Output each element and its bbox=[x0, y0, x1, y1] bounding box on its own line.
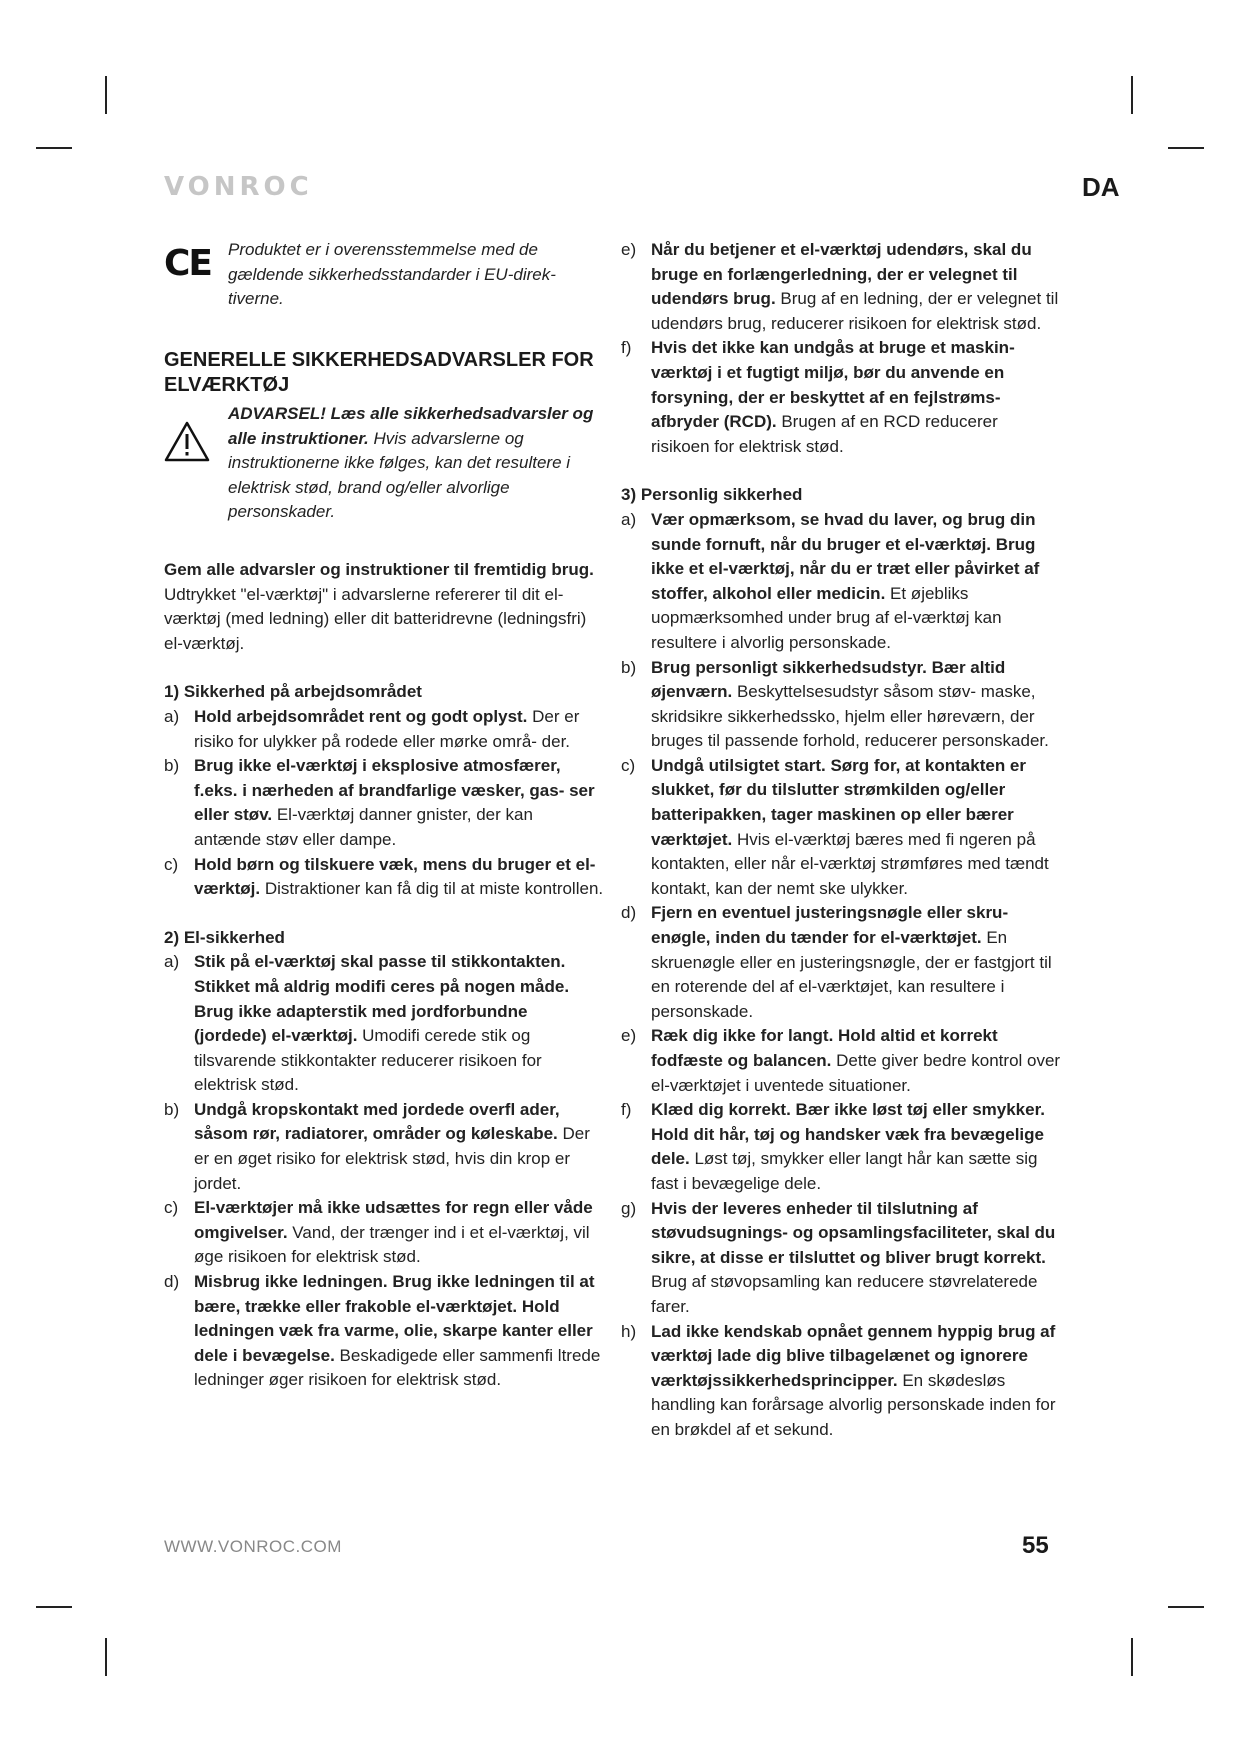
save-instructions-text: Udtrykket "el-værktøj" i advarslerne refererer til dit el-værktøj (med ledning) eller dit batteridrevne (ledningsfri) el-værktøj. bbox=[164, 584, 587, 653]
subsection-title: 2) El-sikkerhed bbox=[164, 927, 285, 947]
list-item: d) Fjern en eventuel justeringsnøgle eller skru- enøgle, inden du tænder for el-værktøjet. En skruenøgle eller en justeringsnøgle, der er fastgjort til en roterende del af el-værktøjet, kan resultere i personskade. bbox=[621, 903, 1052, 1021]
crop-mark bbox=[1168, 1606, 1204, 1608]
crop-mark bbox=[36, 147, 72, 149]
list-item: c) Hold børn og tilskuere væk, mens du bruger et el-værktøj. Distraktioner kan få dig til at miste kontrollen. bbox=[164, 854, 604, 899]
ce-mark-icon: CE bbox=[164, 243, 212, 284]
list-item: b) Undgå kropskontakt med jordede overfl ader, såsom rør, radiatorer, områder og køleskabe. Der er en øget risiko for elektrisk stød, hvis din krop er jordet. bbox=[164, 1099, 590, 1193]
list-item: h) Lad ikke kendskab opnået gennem hyppig brug af værktøj lade dig blive tilbagelænet og ignorere værktøjssikkerhedsprincipper. En skødesløs handling kan forårsage alvorlig personskade inden for en brøkdel af et sekund. bbox=[621, 1321, 1056, 1439]
list-item: f) Hvis det ikke kan undgås at bruge et maskin- værktøj i et fugtigt miljø, bør du anvende en forsyning, der er beskyttet af en fejlstrøms- afbryder (RCD). Brugen af en RCD reducerer risikoen for elektrisk stød. bbox=[621, 338, 1015, 456]
brand-logo: VONROC bbox=[164, 172, 313, 202]
section-heading: GENERELLE SIKKERHEDSADVARSLER FOR ELVÆRKTØJ bbox=[164, 349, 594, 396]
crop-mark bbox=[105, 76, 107, 114]
language-code: DA bbox=[1082, 172, 1120, 202]
list-item: b) Brug personligt sikkerhedsudstyr. Bær altid øjenværn. Beskyttelsesudstyr såsom støv- maske, skridsikre sikkerhedssko, hjelm eller høreværn, der bruges til passende forhold, reducerer personskader. bbox=[621, 657, 1049, 751]
ce-text: Produktet er i overensstemmelse med de gældende sikkerhedsstandarder i EU-direk- tiverne. bbox=[228, 240, 556, 309]
list-item: d) Misbrug ikke ledningen. Brug ikke ledningen til at bære, trække eller frakoble el-værktøjet. Hold ledningen væk fra varme, olie, skarpe kanter eller dele i bevægelse. Beskadigede eller sammenfi ltrede ledninger øger risikoen for elektrisk stød. bbox=[164, 1272, 601, 1390]
list-item: a) Vær opmærksom, se hvad du laver, og brug din sunde fornuft, når du bruger et el-værktøj. Brug ikke et el-værktøj, når du er træt eller påvirket af stoffer, alkohol eller medicin. Et øjebliks uopmærksomhed under brug af el-værktøj kan resultere i alvorlig personskade. bbox=[621, 509, 1040, 652]
list-item: e) Ræk dig ikke for langt. Hold altid et korrekt fodfæste og balancen. Dette giver bedre kontrol over el-værktøjet i uventede situationer. bbox=[621, 1026, 1061, 1095]
crop-mark bbox=[36, 1606, 72, 1608]
list-item: a) Hold arbejdsområdet rent og godt oplyst. Der er risiko for ulykker på rodede eller mørke områ- der. bbox=[164, 706, 580, 751]
list-item: g) Hvis der leveres enheder til tilslutning af støvudsugnings- og opsamlingsfaciliteter, skal du sikre, at disse er tilsluttet og bliver brugt korrekt. Brug af støvopsamling kan reducere støvrelaterede farer. bbox=[621, 1198, 1056, 1316]
list-item: f) Klæd dig korrekt. Bær ikke løst tøj eller smykker. Hold dit hår, tøj og handsker væk fra bevægelige dele. Løst tøj, smykker eller langt hår kan sætte sig fast i bevægelige dele. bbox=[621, 1100, 1045, 1193]
warning-triangle-icon bbox=[164, 420, 210, 462]
warning-block bbox=[164, 402, 604, 532]
page-number: 55 bbox=[1022, 1532, 1049, 1559]
crop-mark bbox=[1131, 76, 1133, 114]
warning-text bbox=[228, 402, 608, 525]
list-item: c) Undgå utilsigtet start. Sørg for, at kontakten er slukket, før du tilslutter strømkilden og/eller batteripakken, tager maskinen op eller bærer værktøjet. Hvis el-værktøj bæres med fi ngeren på kontakten, eller når el-værktøj strømføres med tændt kontakt, kan der nemt ske ulykker. bbox=[621, 755, 1049, 898]
list-item: e) Når du betjener et el-værktøj udendørs, skal du bruge en forlængerledning, der er velegnet til udendørs brug. Brug af en ledning, der er velegnet til udendørs brug, reducerer risikoen for elektrisk stød. bbox=[621, 240, 1059, 333]
left-column bbox=[164, 238, 604, 1393]
crop-mark bbox=[1131, 1638, 1133, 1676]
subsection-title: 1) Sikkerhed på arbejdsområdet bbox=[164, 682, 422, 702]
save-instructions-heading: Gem alle advarsler og instruktioner til fremtidig brug. bbox=[164, 560, 594, 579]
subsection-title: 3) Personlig sikkerhed bbox=[621, 485, 803, 505]
list-item: b) Brug ikke el-værktøj i eksplosive atmosfærer, f.eks. i nærheden af brandfarlige væsker, gas- ser eller støv. El-værktøj danner gnister, der kan antænde støv eller dampe. bbox=[164, 756, 595, 849]
warning-body: Hvis advarslerne og instruktionerne ikke følges, kan det resultere i elektrisk stød, brand og/eller alvorlige personskader. bbox=[228, 428, 571, 522]
list-item: a) Stik på el-værktøj skal passe til stikkontakten. Stikket må aldrig modifi ceres på nogen måde. Brug ikke adapterstik med jordforbundne (jordede) el-værktøj. Umodifi cerede stik og tilsvarende stikkontakter reducerer risikoen for elektrisk stød. bbox=[164, 952, 570, 1095]
warning-bold: ADVARSEL! Læs alle sikkerhedsadvarsler og alle instruktioner. bbox=[228, 404, 594, 448]
list-item: c) El-værktøjer må ikke udsættes for regn eller våde omgivelser. Vand, der trænger ind i et el-værktøj, vil øge risikoen for elektrisk stød. bbox=[164, 1198, 593, 1267]
crop-mark bbox=[105, 1638, 107, 1676]
ce-conformity bbox=[164, 238, 604, 318]
crop-mark bbox=[1168, 147, 1204, 149]
right-column bbox=[621, 238, 1061, 1443]
footer-url: WWW.VONROC.COM bbox=[164, 1537, 342, 1556]
